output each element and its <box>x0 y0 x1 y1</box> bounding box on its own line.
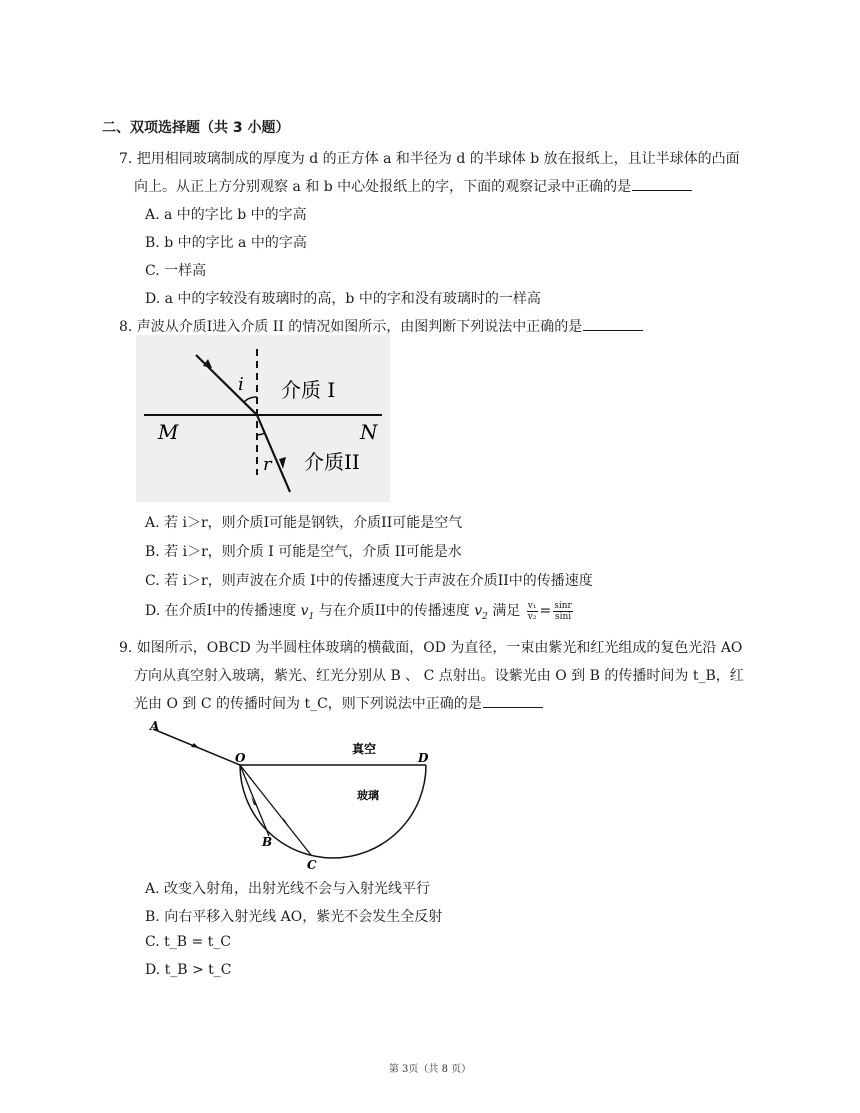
q9-ray-oc <box>240 765 311 855</box>
q8-line1 <box>119 316 643 336</box>
q8-option-b: B. 若 i＞r，则介质 I 可能是空气，介质 II可能是水 <box>145 544 462 560</box>
q9-line1: 9. 如图所示，OBCD 为半圆柱体玻璃的横截面，OD 为直径，一束由紫光和红光组成的复色光沿 AO <box>119 640 743 656</box>
q8-option-d-mid: 与在介质II中的传播速度 <box>318 603 470 619</box>
q9-label-c: C <box>307 858 317 872</box>
q8-label-medium2: 介质II <box>304 450 360 474</box>
q8-frac1-num: v₁ <box>527 600 537 611</box>
q9-incident-arrow <box>191 743 199 748</box>
q7-option-d: D. a 中的字较没有玻璃时的高，b 中的字和没有玻璃时的一样高 <box>145 291 541 307</box>
q9-line3-text: 光由 O 到 C 的传播时间为 t_C，则下列说法中正确的是 <box>134 696 482 712</box>
q8-option-d-v1-sub: 1 <box>308 611 315 622</box>
q9-label-d: D <box>418 751 429 765</box>
q9-line2: 方向从真空射入玻璃，紫光、红光分别从 B 、 C 点射出。设紫光由 O 到 B 的传播时间为 t_B，红 <box>134 668 744 684</box>
q8-option-d-fraction-velocity <box>527 601 538 622</box>
q9-line3 <box>134 693 543 713</box>
q7-option-c: C. 一样高 <box>145 263 207 279</box>
q7-option-a: A. a 中的字比 b 中的字高 <box>145 207 307 223</box>
q8-frac1-den: v₂ <box>527 611 537 622</box>
q9-label-a: A <box>150 719 160 733</box>
q9-option-d: D. t_B > t_C <box>145 962 232 978</box>
q9-option-a: A. 改变入射角，出射光线不会与入射光线平行 <box>145 881 431 897</box>
q9-semicircle-figure <box>147 717 449 875</box>
section-title: 二、双项选择题（共 3 小题） <box>102 120 290 136</box>
q8-refraction-figure <box>136 335 390 502</box>
q9-ray-ob <box>240 765 269 836</box>
q7-line2 <box>134 176 692 196</box>
q7-line2-text: 向上。从正上方分别观察 a 和 b 中心处报纸上的字，下面的观察记录中正确的是 <box>134 179 632 195</box>
q9-label-o: O <box>235 751 246 765</box>
q9-label-vacuum: 真空 <box>352 742 377 756</box>
q8-label-i: i <box>238 374 244 395</box>
q9-label-b: B <box>262 835 273 849</box>
q7-answer-blank <box>632 178 692 191</box>
q8-option-d <box>145 600 575 622</box>
q8-option-d-suffix: 满足 <box>492 603 521 619</box>
q8-option-a: A. 若 i＞r，则介质I可能是钢铁，介质II可能是空气 <box>145 515 463 531</box>
q7-line1: 7. 把用相同玻璃制成的厚度为 d 的正方体 a 和半径为 d 的半球体 b 放在报纸上，且让半球体的凸面 <box>119 151 740 167</box>
q8-answer-blank <box>583 318 643 331</box>
q8-label-medium1: 介质 I <box>281 378 336 402</box>
q8-label-m: M <box>158 420 179 444</box>
q9-answer-blank <box>483 695 543 708</box>
q8-option-d-v2-sub: 2 <box>482 611 488 622</box>
q8-option-c: C. 若 i＞r，则声波在介质 I中的传播速度大于声波在介质II中的传播速度 <box>145 573 593 589</box>
q7-option-b: B. b 中的字比 a 中的字高 <box>145 235 307 251</box>
q8-label-r: r <box>263 454 272 475</box>
q8-option-d-prefix: D. 在介质I中的传播速度 <box>145 603 297 619</box>
q8-option-d-v2: v <box>474 603 483 619</box>
q8-frac2-num: sinr <box>554 600 572 611</box>
q9-option-c: C. t_B = t_C <box>145 934 231 950</box>
q8-option-d-fraction-sine <box>553 601 573 622</box>
q8-figure-background <box>136 335 390 502</box>
q8-option-d-equals: = <box>539 603 552 619</box>
q8-line1-text: 8. 声波从介质I进入介质 II 的情况如图所示，由图判断下列说法中正确的是 <box>119 319 583 335</box>
q8-frac2-den: sini <box>554 611 572 622</box>
q8-option-d-v1: v <box>300 603 309 619</box>
q9-option-b: B. 向右平移入射光线 AO，紫光不会发生全反射 <box>145 909 443 925</box>
q8-label-n: N <box>360 420 378 444</box>
q9-label-glass: 玻璃 <box>357 789 379 802</box>
page-footer: 第 3页（共 8 页） <box>388 1064 472 1075</box>
